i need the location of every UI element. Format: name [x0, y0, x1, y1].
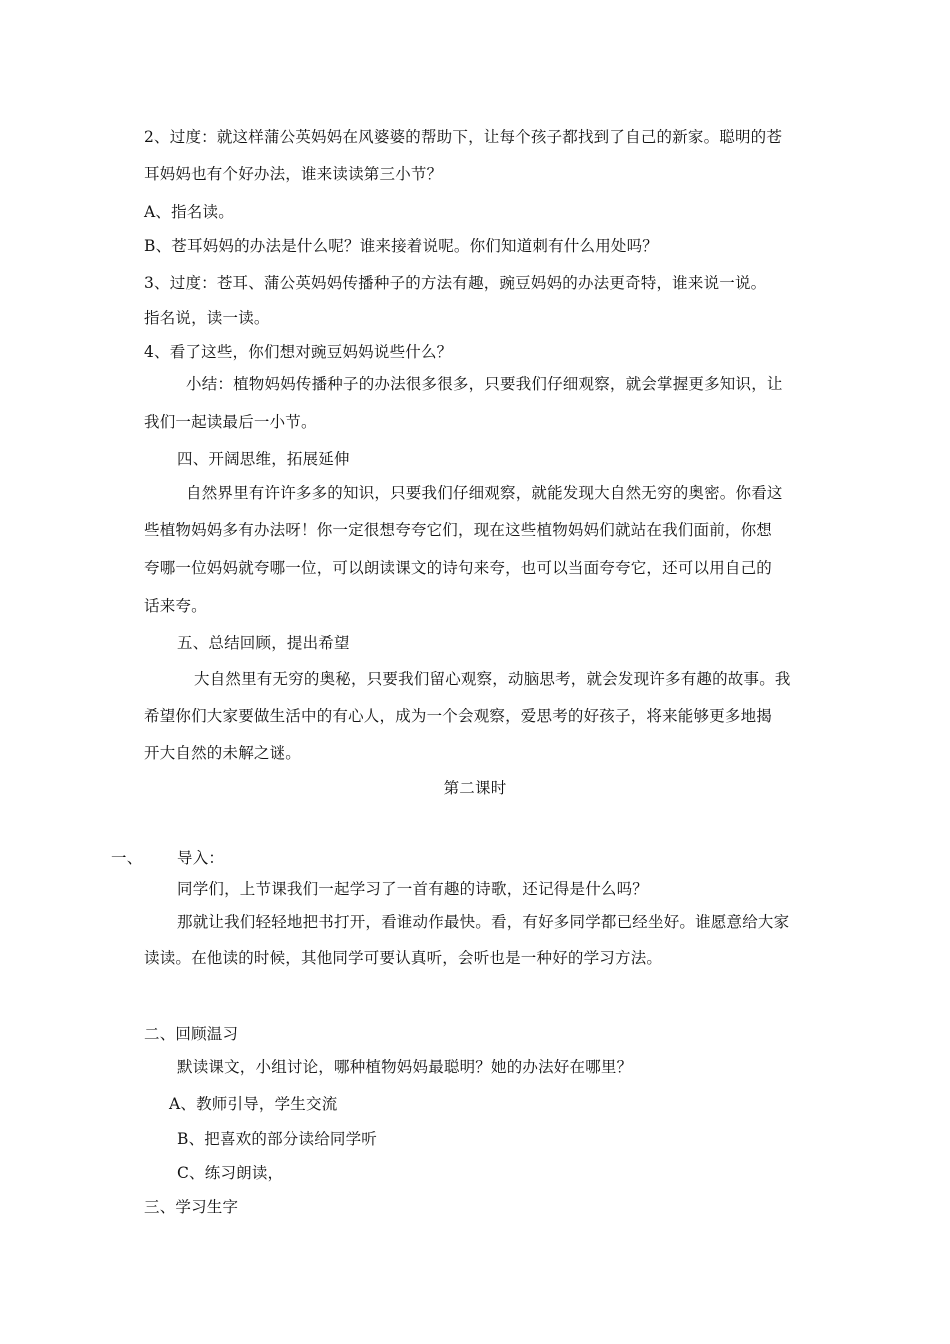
text-line: C、练习朗读，	[177, 1164, 284, 1182]
text-line: A、指名读。	[144, 203, 234, 221]
text-line: 希望你们大家要做生活中的有心人，成为一个会观察，爱思考的好孩子，将来能够更多地揭	[144, 707, 773, 725]
text-line: 3、过度：苍耳、蒲公英妈妈传播种子的方法有趣，豌豆妈妈的办法更奇特，谁来说一说。	[144, 274, 767, 292]
section-heading: 四、开阔思维，拓展延伸	[177, 450, 350, 468]
text-line: A、教师引导，学生交流	[169, 1095, 338, 1113]
text-line: 些植物妈妈多有办法呀！你一定很想夸夸它们，现在这些植物妈妈们就站在我们面前，你想	[144, 521, 773, 539]
text-line: 大自然里有无穷的奥秘，只要我们留心观察，动脑思考，就会发现许多有趣的故事。我	[194, 670, 791, 688]
text-line: 我们一起读最后一小节。	[144, 413, 317, 431]
text-line: 读读。在他读的时候，其他同学可要认真听，会听也是一种好的学习方法。	[144, 949, 663, 967]
text-line: 指名说，读一读。	[144, 309, 270, 327]
text-line: B、把喜欢的部分读给同学听	[177, 1130, 377, 1148]
lesson-title: 第二课时	[443, 779, 507, 797]
text-line: 那就让我们轻轻地把书打开，看谁动作最快。看，有好多同学都已经坐好。谁愿意给大家	[177, 913, 790, 931]
text-line: 2、过度：就这样蒲公英妈妈在风婆婆的帮助下，让每个孩子都找到了自己的新家。聪明的苍	[144, 128, 783, 146]
list-number: 一、	[111, 849, 143, 867]
text-line: B、苍耳妈妈的办法是什么呢？谁来接着说呢。你们知道刺有什么用处吗？	[144, 237, 658, 255]
text-line: 小结：植物妈妈传播种子的办法很多很多，只要我们仔细观察，就会掌握更多知识，让	[186, 375, 783, 393]
text-line: 4、看了这些，你们想对豌豆妈妈说些什么？	[144, 343, 453, 361]
text-line: 耳妈妈也有个好办法，谁来读读第三小节？	[144, 165, 443, 183]
text-line: 同学们，上节课我们一起学习了一首有趣的诗歌，还记得是什么吗？	[177, 880, 649, 898]
section-heading: 三、学习生字	[144, 1198, 239, 1216]
text-line: 开大自然的未解之谜。	[144, 744, 302, 762]
text-line: 夸哪一位妈妈就夸哪一位，可以朗读课文的诗句来夸，也可以当面夸夸它，还可以用自己的	[144, 559, 773, 577]
section-heading: 五、总结回顾，提出希望	[177, 634, 350, 652]
text-line: 默读课文，小组讨论，哪种植物妈妈最聪明？她的办法好在哪里？	[177, 1058, 633, 1076]
section-heading: 二、回顾温习	[144, 1025, 239, 1043]
text-line: 话来夸。	[144, 597, 207, 615]
text-line: 自然界里有许许多多的知识，只要我们仔细观察，就能发现大自然无穷的奥密。你看这	[186, 484, 783, 502]
section-heading: 导入：	[177, 849, 225, 867]
